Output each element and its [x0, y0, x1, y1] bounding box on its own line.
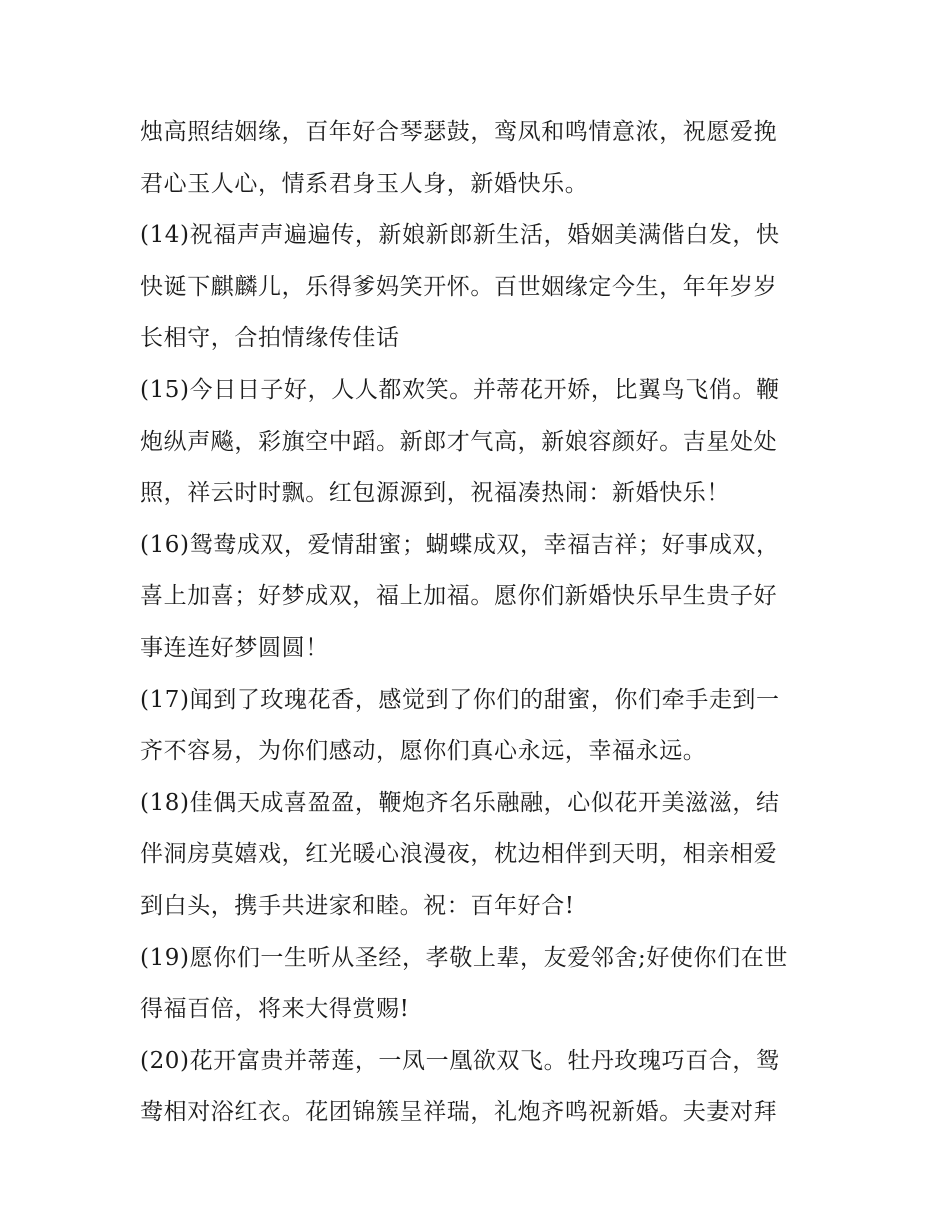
text-line: (16)鸳鸯成双，爱情甜蜜；蝴蝶成双，幸福吉祥；好事成双， — [140, 531, 780, 558]
document-body — [140, 107, 816, 1139]
text-line: (19)愿你们一生听从圣经，孝敬上辈，友爱邻舍;好使你们在世 — [140, 944, 788, 971]
text-line: 伴洞房莫嬉戏，红光暖心浪漫夜，枕边相伴到天明，相亲相爱 — [140, 841, 778, 868]
text-line: 事连连好梦圆圆！ — [140, 634, 329, 661]
text-line: (18)佳偶天成喜盈盈，鞭炮齐名乐融融，心似花开美滋滋，结 — [140, 789, 780, 816]
text-line: 鸯相对浴红衣。花团锦簇呈祥瑞，礼炮齐鸣祝新婚。夫妻对拜 — [140, 1099, 778, 1126]
text-line: 到白头，携手共进家和睦。祝：百年好合! — [140, 892, 575, 919]
text-line: (17)闻到了玫瑰花香，感觉到了你们的甜蜜，你们牵手走到一 — [140, 686, 780, 713]
text-line: 长相守，合拍情缘传佳话 — [140, 325, 400, 352]
text-line: 炮纵声飚，彩旗空中蹈。新郎才气高，新娘容颜好。吉星处处 — [140, 428, 778, 455]
text-line: (20)花开富贵并蒂莲，一凤一凰欲双飞。牡丹玫瑰巧百合，鸳 — [140, 1047, 780, 1074]
text-line: 齐不容易，为你们感动，愿你们真心永远，幸福永远。 — [140, 738, 707, 765]
text-line: 烛高照结姻缘，百年好合琴瑟鼓，鸾凤和鸣情意浓，祝愿爱挽 — [140, 119, 778, 145]
text-line: 照，祥云时时飘。红包源源到，祝福凑热闹：新婚快乐！ — [140, 480, 730, 507]
text-line: 君心玉人心，情系君身玉人身，新婚快乐。 — [140, 170, 589, 197]
text-line: 快诞下麒麟儿，乐得爹妈笑开怀。百世姻缘定今生，年年岁岁 — [140, 273, 778, 300]
text-line: 喜上加喜；好梦成双，福上加福。愿你们新婚快乐早生贵子好 — [140, 583, 778, 610]
text-line: 得福百倍，将来大得赏赐! — [140, 996, 410, 1023]
text-line: (14)祝福声声遍遍传，新娘新郎新生活，婚姻美满偕白发，快 — [140, 222, 780, 249]
text-line: (15)今日日子好，人人都欢笑。并蒂花开娇，比翼鸟飞俏。鞭 — [140, 376, 780, 403]
